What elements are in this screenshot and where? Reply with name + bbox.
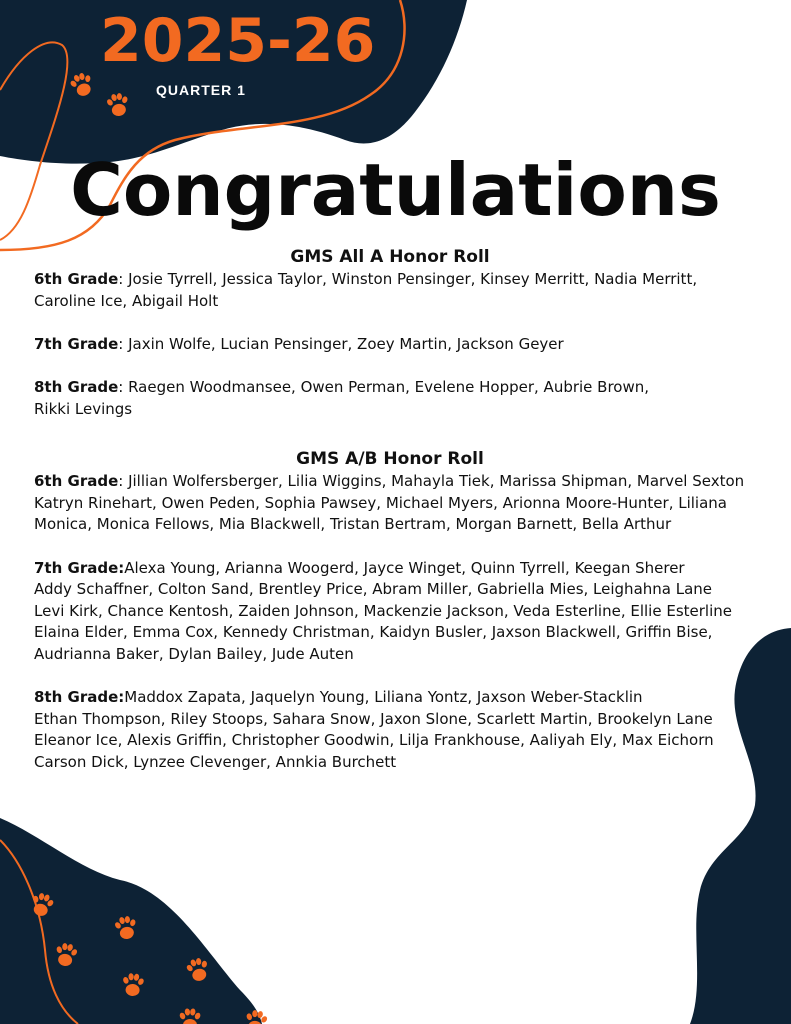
names-line: Raegen Woodmansee, Owen Perman, Evelene Hopper, Aubrie Brown, (128, 377, 650, 396)
grade-label: 6th Grade (34, 472, 119, 491)
grade-separator: : (118, 334, 129, 353)
names-line: Maddox Zapata, Jaquelyn Young, Liliana Yontz, Jaxson Weber-Stacklin (124, 688, 643, 707)
quarter-label: QUARTER 1 (156, 82, 246, 98)
section-title: GMS All A Honor Roll (290, 247, 490, 267)
names-line: Elaina Elder, Emma Cox, Kennedy Christman, Kaidyn Busler, Jaxson Blackwell, Griffin Bise, (34, 623, 713, 642)
names-line: Eleanor Ice, Alexis Griffin, Christopher Goodwin, Lilja Frankhouse, Aaliyah Ely, Max Eichorn (34, 731, 714, 750)
names-line: Rikki Levings (34, 399, 133, 418)
names-line: Addy Schaffner, Colton Sand, Brentley Price, Abram Miller, Gabriella Mies, Leighahna Lane (34, 580, 713, 599)
ab-honor-roll-section (34, 448, 746, 773)
grade-entry-6th (34, 269, 746, 312)
grade-entry-8th (34, 687, 746, 773)
names-line: Jaxin Wolfe, Lucian Pensinger, Zoey Martin, Jackson Geyer (128, 334, 564, 353)
names-line: Audrianna Baker, Dylan Bailey, Jude Auten (34, 644, 354, 663)
grade-label: 8th Grade: (34, 688, 125, 707)
names-line: Carson Dick, Lynzee Clevenger, Annkia Burchett (34, 752, 397, 771)
grade-label: 7th Grade: (34, 558, 125, 577)
all-a-honor-roll-section (34, 246, 746, 420)
names-line: Ethan Thompson, Riley Stoops, Sahara Snow, Jaxon Slone, Scarlett Martin, Brookelyn Lane (34, 709, 713, 728)
grade-entry-8th (34, 377, 746, 420)
congratulations-headline: Congratulations (70, 148, 721, 232)
grade-label: 7th Grade (34, 334, 119, 353)
grade-separator: : (118, 472, 129, 491)
grade-entry-7th (34, 558, 746, 666)
names-line: Levi Kirk, Chance Kentosh, Zaiden Johnson, Mackenzie Jackson, Veda Esterline, Ellie Esterline (34, 601, 732, 620)
names-line: Alexa Young, Arianna Woogerd, Jayce Winget, Quinn Tyrrell, Keegan Sherer (124, 558, 685, 577)
grade-entry-7th (34, 334, 746, 356)
names-line: Jillian Wolfersberger, Lilia Wiggins, Mahayla Tiek, Marissa Shipman, Marvel Sexton (128, 472, 745, 491)
names-line: Monica, Monica Fellows, Mia Blackwell, Tristan Bertram, Morgan Barnett, Bella Arthur (34, 515, 672, 534)
grade-label: 6th Grade (34, 270, 119, 288)
section-title: GMS A/B Honor Roll (296, 449, 484, 470)
grade-separator: : (118, 270, 129, 288)
grade-entry-6th (34, 471, 746, 536)
grade-label: 8th Grade (34, 377, 119, 396)
honor-roll-content (34, 246, 746, 773)
names-line: Caroline Ice, Abigail Holt (34, 291, 219, 310)
grade-separator: : (118, 377, 129, 396)
names-line: Katryn Rinehart, Owen Peden, Sophia Pawsey, Michael Myers, Arionna Moore-Hunter, Liliana (34, 493, 727, 512)
school-year-title: 2025-26 (100, 6, 376, 76)
names-line: Josie Tyrrell, Jessica Taylor, Winston Pensinger, Kinsey Merritt, Nadia Merritt, (128, 270, 698, 288)
